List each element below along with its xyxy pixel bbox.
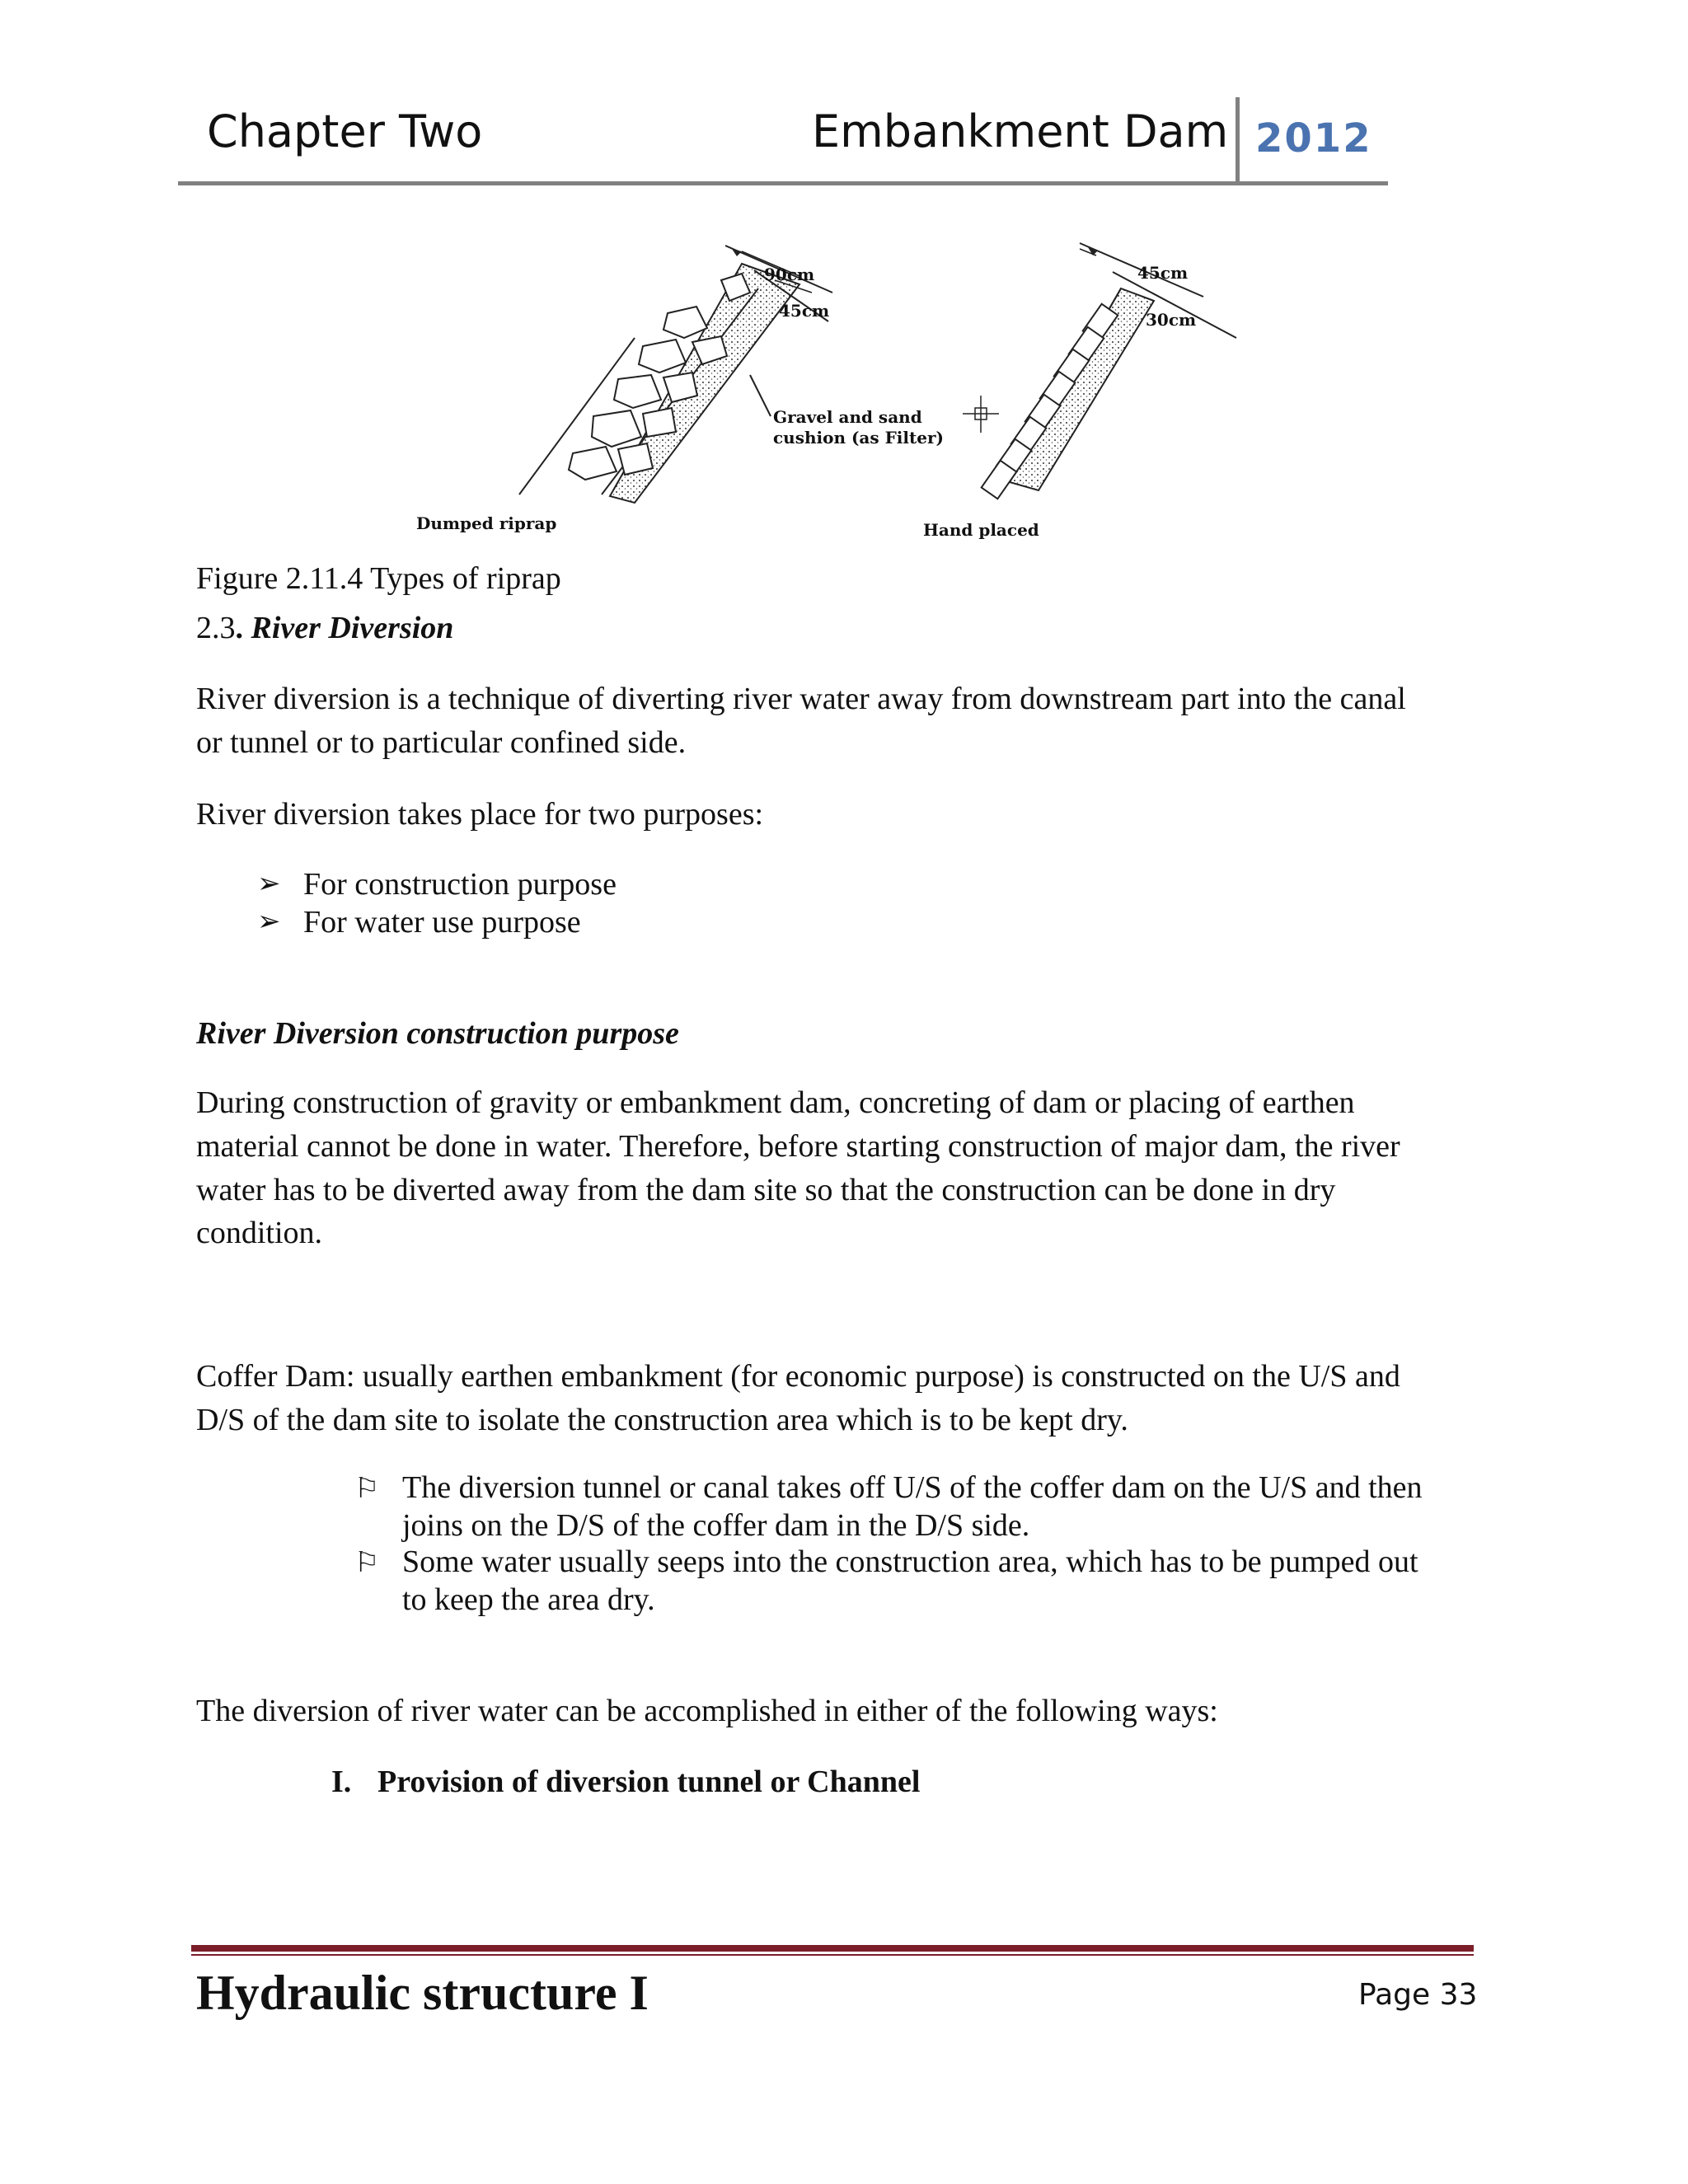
footer-title: Hydraulic structure I (196, 1966, 649, 2020)
figure-caption: Figure 2.11.4 Types of riprap (196, 561, 561, 596)
section-title: River Diversion (251, 611, 454, 645)
filter-label-line1: Gravel and sand (773, 407, 922, 427)
construction-line: condition. (196, 1216, 323, 1250)
arrow-bullet-icon: ➢ (257, 905, 281, 938)
coffer-point-line: joins on the D/S of the coffer dam in the D/S side. (402, 1508, 1030, 1543)
label-dumped-riprap: Dumped riprap (416, 513, 557, 533)
purposes-lead: River diversion takes place for two purposes: (196, 797, 764, 832)
header-chapter: Chapter Two (207, 105, 483, 157)
hand-placed-drawing (963, 243, 1236, 499)
section-number: 2.3 (196, 611, 236, 645)
purpose-item: For water use purpose (303, 905, 581, 940)
footer-rule (191, 1945, 1474, 1952)
label-hand-placed: Hand placed (923, 520, 1039, 540)
dim-right-inner: 30cm (1146, 310, 1197, 330)
dim-left-inner: 45cm (779, 301, 830, 321)
coffer-line: Coffer Dam: usually earthen embankment (for economic purpose) is constructed on the U/S and (196, 1359, 1400, 1394)
section-heading: 2.3. River Diversion (196, 611, 454, 645)
ways-item-text: Provision of diversion tunnel or Channel (377, 1765, 921, 1799)
header-separator (1236, 97, 1240, 185)
flag-bullet-icon: ⚐ (354, 1546, 380, 1579)
dim-left-outer: 90cm (764, 265, 815, 284)
intro-line-1: River diversion is a technique of diverting river water away from downstream part into the canal (196, 682, 1406, 716)
construction-line: During construction of gravity or embankment dam, concreting of dam or placing of earthen (196, 1085, 1355, 1120)
coffer-point-line: The diversion tunnel or canal takes off U/S of the coffer dam on the U/S and then (402, 1470, 1423, 1505)
purpose-item: For construction purpose (303, 867, 617, 902)
header-subject: Embankment Dam (812, 105, 1229, 157)
riprap-figure (396, 231, 1269, 552)
arrow-bullet-icon: ➢ (257, 867, 281, 900)
ways-item-numeral: I. (331, 1765, 352, 1799)
header-year: 2012 (1255, 115, 1372, 162)
flag-bullet-icon: ⚐ (354, 1472, 380, 1505)
dim-right-outer: 45cm (1137, 263, 1189, 283)
construction-heading: River Diversion construction purpose (196, 1016, 679, 1051)
construction-line: material cannot be done in water. Therefore, before starting construction of major dam, the river (196, 1129, 1400, 1164)
coffer-line: D/S of the dam site to isolate the construction area which is to be kept dry. (196, 1403, 1128, 1437)
footer-rule-thin (191, 1954, 1474, 1956)
construction-line: water has to be diverted away from the dam site so that the construction can be done in dry (196, 1173, 1336, 1207)
coffer-point-line: to keep the area dry. (402, 1582, 655, 1617)
header-rule (178, 181, 1388, 185)
page-number: Page 33 (1358, 1978, 1478, 2012)
intro-line-2: or tunnel or to particular confined side. (196, 725, 687, 760)
coffer-point-line: Some water usually seeps into the construction area, which has to be pumped out (402, 1544, 1418, 1579)
filter-label-line2: cushion (as Filter) (773, 428, 944, 448)
ways-lead: The diversion of river water can be accomplished in either of the following ways: (196, 1694, 1218, 1728)
